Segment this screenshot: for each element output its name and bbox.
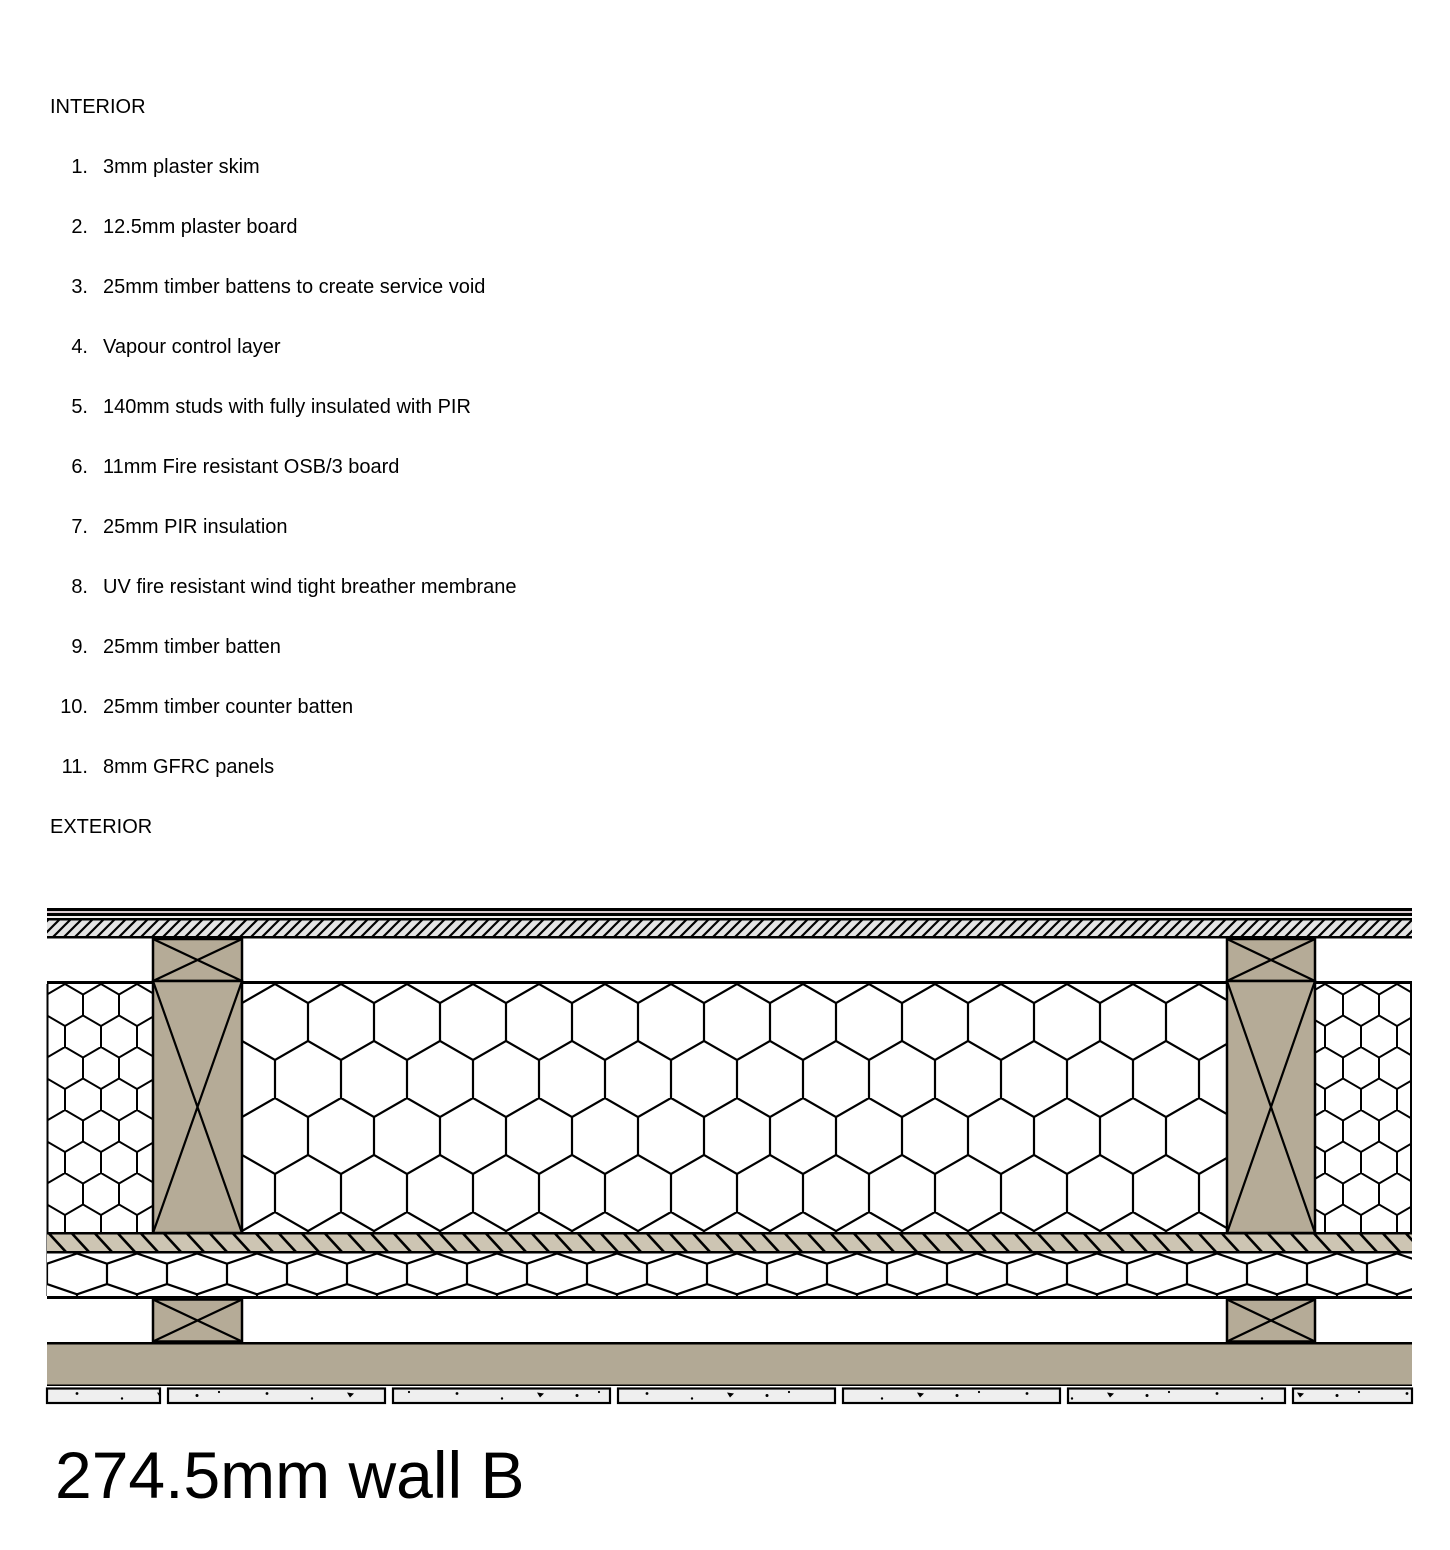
layer-timber-battens — [153, 1300, 1315, 1342]
interior-label: INTERIOR — [50, 96, 146, 118]
item-label: 25mm PIR insulation — [103, 516, 288, 538]
item-label: 25mm timber counter batten — [103, 696, 354, 718]
layer-osb-board — [47, 1232, 1412, 1254]
gfrc-panel — [47, 1389, 160, 1404]
layer-plaster-board — [47, 918, 1412, 939]
stud-left — [153, 981, 242, 1233]
breather-membrane-line — [47, 1296, 1412, 1299]
item-number: 1. — [71, 156, 88, 178]
stud-right — [1227, 981, 1315, 1233]
item-label: 140mm studs with fully insulated with PIR — [103, 396, 471, 418]
item-number: 8. — [71, 576, 88, 598]
item-number: 5. — [71, 396, 88, 418]
exterior-label: EXTERIOR — [50, 816, 153, 838]
layer-service-void-battens — [153, 939, 1315, 981]
gfrc-panel — [1293, 1389, 1412, 1404]
item-label: Vapour control layer — [103, 336, 281, 358]
item-number: 3. — [71, 276, 88, 298]
wall-title: 274.5mm wall B — [55, 1438, 525, 1512]
item-label: 25mm timber batten — [103, 636, 281, 658]
item-number: 7. — [71, 516, 88, 538]
gfrc-panel — [168, 1389, 385, 1404]
layer-plaster-skim — [47, 908, 1412, 918]
item-number: 6. — [71, 456, 88, 478]
item-label: 3mm plaster skim — [103, 156, 260, 178]
batten-right — [1227, 1300, 1315, 1342]
layer-pir-insulation — [47, 1254, 1412, 1297]
item-number: 11. — [61, 756, 88, 778]
item-number: 9. — [71, 636, 88, 658]
batten-left — [153, 1300, 242, 1342]
item-label: 12.5mm plaster board — [103, 216, 298, 238]
gfrc-panel — [1068, 1389, 1285, 1404]
service-batten-left — [153, 939, 242, 981]
service-batten-right — [1227, 939, 1315, 981]
item-number: 4. — [71, 336, 88, 358]
item-label: 8mm GFRC panels — [103, 756, 275, 778]
gfrc-panel — [843, 1389, 1060, 1404]
gfrc-panel — [393, 1389, 610, 1404]
item-label: 11mm Fire resistant OSB/3 board — [103, 456, 400, 478]
layer-counter-batten — [47, 1342, 1412, 1386]
item-number: 2. — [71, 216, 88, 238]
gfrc-panel — [618, 1389, 835, 1404]
item-label: 25mm timber battens to create service void — [103, 276, 486, 298]
layer-gfrc-panels — [47, 1389, 1412, 1404]
item-number: 10. — [60, 696, 88, 718]
vapour-control-line — [47, 981, 1412, 984]
item-label: UV fire resistant wind tight breather membrane — [103, 576, 517, 598]
